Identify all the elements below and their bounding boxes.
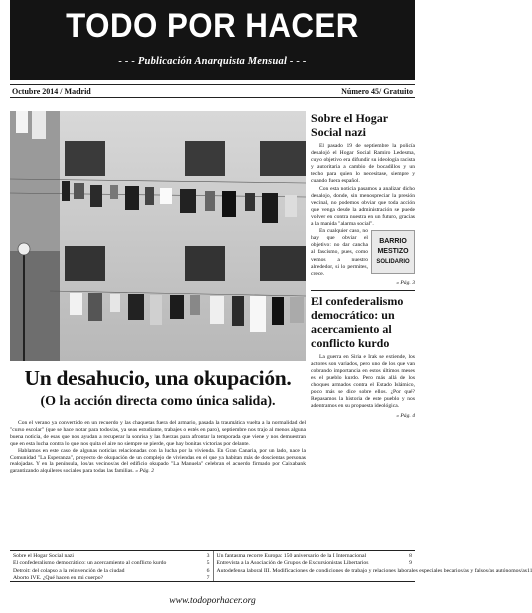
sidebar: [311, 111, 415, 419]
toc-item-title: Entrevista a la Asociación de Grupos de Excursionistas Libertarios: [216, 560, 369, 567]
main-subheadline: (O la acción directa como única salida).: [40, 394, 276, 409]
toc-item[interactable]: [217, 553, 413, 560]
table-of-contents: [10, 550, 532, 582]
main-article-page-link[interactable]: » Pág. 2: [135, 468, 155, 475]
sidebar-story1-title: Sobre el Hogar Social nazi: [311, 111, 388, 139]
sidebar-story1-paragraph: El pasado 19 de septiembre la policía desalojó el Hogar Social Ramiro Ledesma, cuyo objetivo era difundir su ideología racista y autoritaria a cambio de bocadillos y un techo para quien lo necesitase, siempre y cuando fuera español.: [311, 143, 415, 185]
protest-banner-photo: [371, 230, 415, 274]
issue-number: Número 45/ Gratuito: [341, 86, 413, 96]
toc-item-page: 8: [409, 553, 412, 559]
toc-left-column: [10, 551, 213, 581]
main-article: [10, 420, 306, 475]
banner-text-line2: MESTIZO: [377, 248, 409, 256]
building-laundry-illustration: [10, 111, 306, 361]
sidebar-story1-page-link[interactable]: » Pág. 3: [396, 279, 415, 286]
sidebar-story2-title: El confederalismo democrático: un acercamiento al conflicto kurdo: [311, 293, 404, 350]
main-article-paragraph: [10, 448, 306, 476]
toc-item[interactable]: [13, 568, 210, 575]
toc-item-title: Un fantasma recorre Europa: 150 aniversario de la I Internacional: [216, 553, 367, 559]
dateline: [10, 84, 415, 98]
toc-item[interactable]: [217, 560, 413, 567]
main-headline: Un desahucio, una okupación.: [24, 366, 292, 390]
masthead: [10, 0, 415, 80]
issue-date: Octubre 2014 / Madrid: [12, 86, 91, 96]
sidebar-story1-paragraph: Con esta noticia pasamos a analizar dicho desalojo, donde, sin menospreciar la presión vecinal, no podemos obviar que toda acción que venga desde la administración se puede volver en contra nuestra en un futuro, gracias a la manida "alarma social".: [311, 185, 415, 228]
divider: [311, 290, 415, 291]
main-article-text: Hablamos en este caso de algunas noticias relacionadas con la lucha por la vivienda. En Gran Canaria, por un lado, nace la Comunidad "La Esperanza", proyecto de okupación de un complejo de viviendas en el que ya habitan más de doscientas personas realojadas. Y en la península, los/as vecinos/as del edificio okupado "La Manuela" celebran el acuerdo firmado por Caixabank garantizando alquileres sociales para todas las familias.: [10, 447, 306, 475]
toc-right-column: [213, 551, 532, 581]
toc-item-page: 5: [206, 560, 210, 567]
main-headline-block: [10, 366, 306, 411]
main-article-paragraph: Con el verano ya convertido en un recuerdo y las chaquetas fuera del armario, pasada la traumática vuelta a la normalidad del "curso escolar" (que se hace notar para todos/as, ya seas estudiante, trabajes o estés en paro), septiembre nos trajo al menos alguna buena noticia, de esas que nos ayudan a recuperar la sonrisa y las fuerzas para afrontar la temporada que viene y nos demuestran que en esta lucha contra lo que nos quita el aire no siempre se pierde, que hay bonitas victorias por delante.: [10, 420, 306, 447]
banner-text-line1: BARRIO: [379, 238, 407, 246]
sidebar-story2-page-link[interactable]: » Pág. 4: [396, 412, 415, 419]
cover-photo: [10, 111, 306, 361]
sidebar-story2-paragraph: La guerra en Siria e Irak se extiende, los actores son variados, pero uno de los que van cobrando importancia en estos últimos meses es el pueblo kurdo. Pero más allá de los choques armados contra el Estado Islámico, poco más se dice sobre ellos. ¿Por qué? Repasamos la historia de este pueblo y nos adentramos en su propuesta ideológica.: [311, 353, 415, 410]
toc-item-page: 7: [206, 574, 210, 581]
toc-item-page: 3: [206, 553, 210, 559]
sidebar-story1-paragraph: En cualquier caso, no hay que obviar el objetivo: no dar cancha al fascismo, pues, como vemos a nuestro alrededor, si lo permites, crece.: [311, 228, 368, 277]
website-link[interactable]: www.todoporhacer.org: [169, 596, 256, 606]
toc-item-page: 6: [206, 567, 210, 574]
toc-item[interactable]: [13, 560, 210, 567]
banner-graphic: [372, 231, 414, 273]
toc-item[interactable]: [216, 567, 532, 575]
toc-item-title: Aborto IVE. ¿Qué hacen en mi cuerpo?: [13, 574, 104, 581]
newspaper-subtitle: - - - Publicación Anarquista Mensual - - -: [118, 56, 307, 67]
toc-item-title: Detroit: del colapso a la reinvención de la ciudad: [13, 567, 125, 574]
toc-item-page: 11: [527, 567, 532, 574]
toc-item-title: Autodefensa laboral III. Modificaciones de condiciones de trabajo y relaciones laborales especiales becarios/as y falsos/as autónomos/as: [216, 567, 527, 574]
toc-item[interactable]: [13, 575, 210, 582]
toc-item-page: 9: [409, 560, 412, 567]
toc-item-title: Sobre el Hogar Social nazi: [13, 553, 74, 559]
banner-text-line3: SOLIDARIO: [376, 259, 410, 266]
toc-item-title: El confederalismo democrático: un acercamiento al conflicto kurdo: [13, 560, 167, 567]
newspaper-title: TODO POR HACER: [66, 7, 359, 45]
